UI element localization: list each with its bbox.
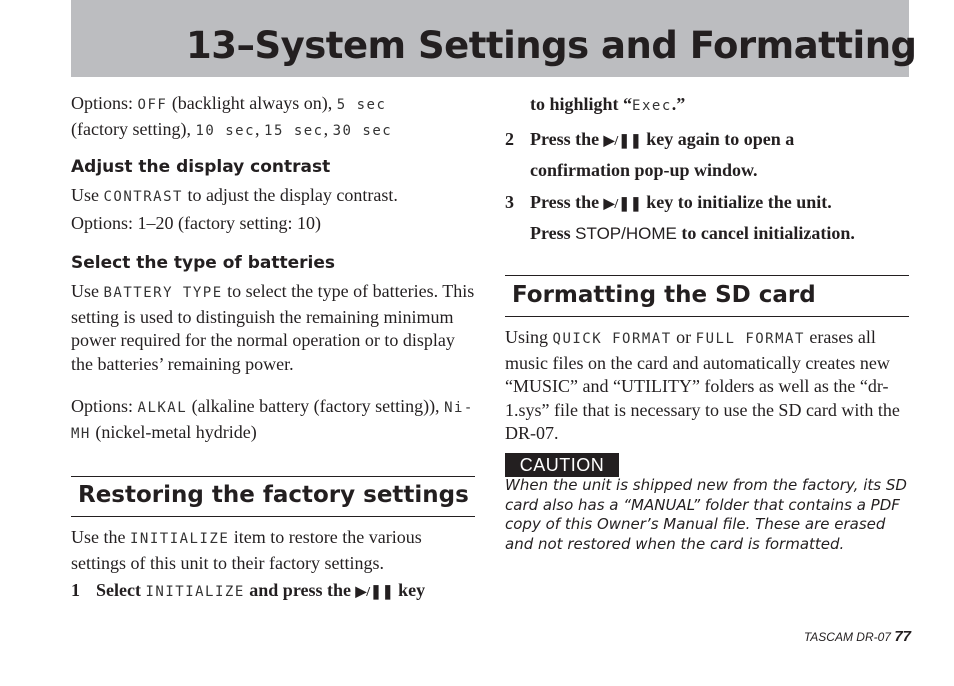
step-3: 3 Press the ▶/❚❚ key to initialize the unit. Press STOP/HOME to cancel initialization.: [505, 192, 855, 243]
format-text: Using QUICK FORMAT or FULL FORMAT erases all music files on the card and automatically creates new “MUSIC” and “UTILITY” folders as well as the “dr-1.sys” file that is necessary to use the SD card with the DR-07.: [505, 327, 900, 443]
format-rule-bottom: [505, 316, 909, 317]
caution-label: CAUTION: [505, 453, 619, 477]
chapter-title: 13–System Settings and Formatting: [186, 24, 917, 67]
section-rule-bottom: [71, 516, 475, 517]
step-2: 2 Press the ▶/❚❚ key again to open a confirmation pop-up window.: [505, 129, 795, 180]
caution-text: When the unit is shipped new from the factory, its SD card also has a “MANUAL” folder that contains a PDF copy of this Owner’s Manual file. These are erased and not restored when the card is formatted.: [505, 476, 907, 553]
contrast-text: Use CONTRAST to adjust the display contrast.: [71, 185, 398, 205]
section-rule-top: [71, 476, 475, 477]
backlight-options: Options: OFF (backlight always on), 5 sec (factory setting), 10 sec, 15 sec, 30 sec: [71, 93, 393, 139]
play-pause-icon: ▶/❚❚: [603, 197, 642, 212]
format-rule-top: [505, 275, 909, 276]
restore-text: Use the INITIALIZE item to restore the various settings of this unit to their factory settings.: [71, 527, 422, 573]
play-pause-icon: ▶/❚❚: [355, 585, 394, 600]
batteries-text: Use BATTERY TYPE to select the type of batteries. This setting is used to distinguish the remaining minimum power required for the normal operation or to display the batteries’ remaining power.: [71, 281, 475, 374]
batteries-options: Options: ALKAL (alkaline battery (factory setting)), Ni-MH (nickel-metal hydride): [71, 396, 474, 442]
page-number: 77: [894, 628, 911, 645]
restore-heading: Restoring the factory settings: [78, 482, 469, 508]
format-heading: Formatting the SD card: [512, 282, 816, 308]
contrast-heading: Adjust the display contrast: [71, 157, 331, 177]
play-pause-icon: ▶/❚❚: [603, 134, 642, 149]
step-1-continued: to highlight “Exec.”: [530, 94, 686, 114]
page-footer: TASCAM DR-07 77: [803, 628, 911, 645]
batteries-heading: Select the type of batteries: [71, 253, 336, 273]
contrast-options: Options: 1–20 (factory setting: 10): [71, 213, 321, 233]
step-1: 1 Select INITIALIZE and press the ▶/❚❚ key: [71, 580, 426, 600]
